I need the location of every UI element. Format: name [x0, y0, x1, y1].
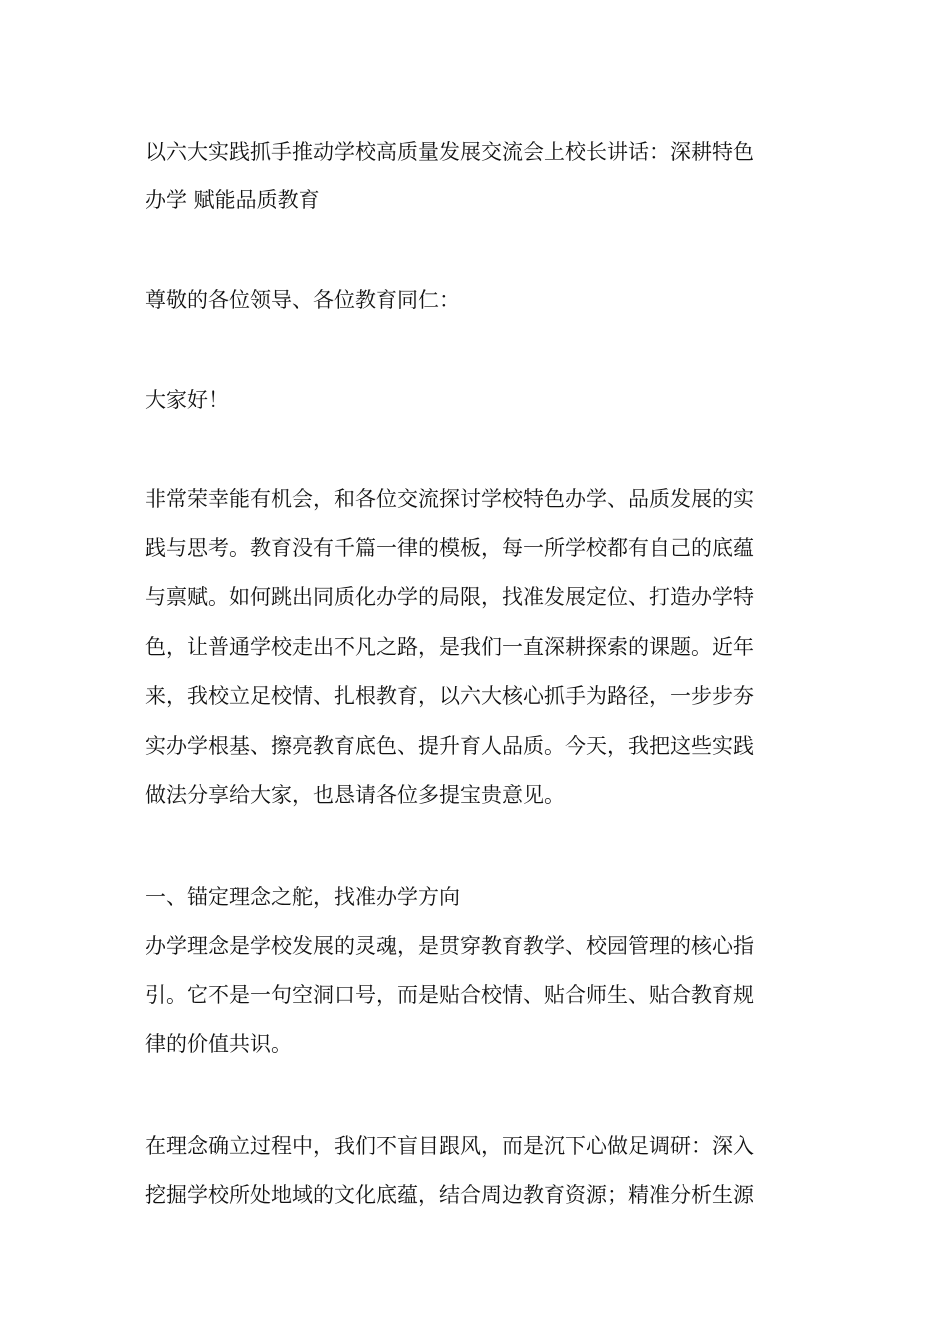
- intro-paragraph-line: 来，我校立足校情、扎根教育，以六大核心抓手为路径，一步步夯: [145, 684, 754, 708]
- section1-paragraph2-line: 在理念确立过程中，我们不盲目跟风，而是沉下心做足调研：深入: [145, 1134, 754, 1158]
- intro-paragraph-line: 践与思考。教育没有千篇一律的模板，每一所学校都有自己的底蕴: [145, 536, 754, 560]
- greeting: 大家好！: [145, 388, 229, 412]
- intro-paragraph-line: 非常荣幸能有机会，和各位交流探讨学校特色办学、品质发展的实: [145, 487, 754, 511]
- section1-paragraph2-line: 挖掘学校所处地域的文化底蕴，结合周边教育资源；精准分析生源: [145, 1183, 754, 1207]
- document-title-line-2: 办学 赋能品质教育: [145, 188, 320, 212]
- section1-paragraph-line: 引。它不是一句空洞口号，而是贴合校情、贴合师生、贴合教育规: [145, 983, 754, 1007]
- intro-paragraph-line: 实办学根基、擦亮教育底色、提升育人品质。今天，我把这些实践: [145, 734, 754, 758]
- salutation: 尊敬的各位领导、各位教育同仁：: [145, 288, 460, 312]
- intro-paragraph-line: 与禀赋。如何跳出同质化办学的局限，找准发展定位、打造办学特: [145, 585, 754, 609]
- section1-paragraph-line: 律的价值共识。: [145, 1032, 292, 1056]
- intro-paragraph-line: 色，让普通学校走出不凡之路，是我们一直深耕探索的课题。近年: [145, 635, 754, 659]
- intro-paragraph-line: 做法分享给大家，也恳请各位多提宝贵意见。: [145, 783, 565, 807]
- section-heading-1: 一、锚定理念之舵，找准办学方向: [145, 885, 460, 909]
- document-title-line-1: 以六大实践抓手推动学校高质量发展交流会上校长讲话：深耕特色: [145, 140, 754, 164]
- section1-paragraph-line: 办学理念是学校发展的灵魂，是贯穿教育教学、校园管理的核心指: [145, 934, 754, 958]
